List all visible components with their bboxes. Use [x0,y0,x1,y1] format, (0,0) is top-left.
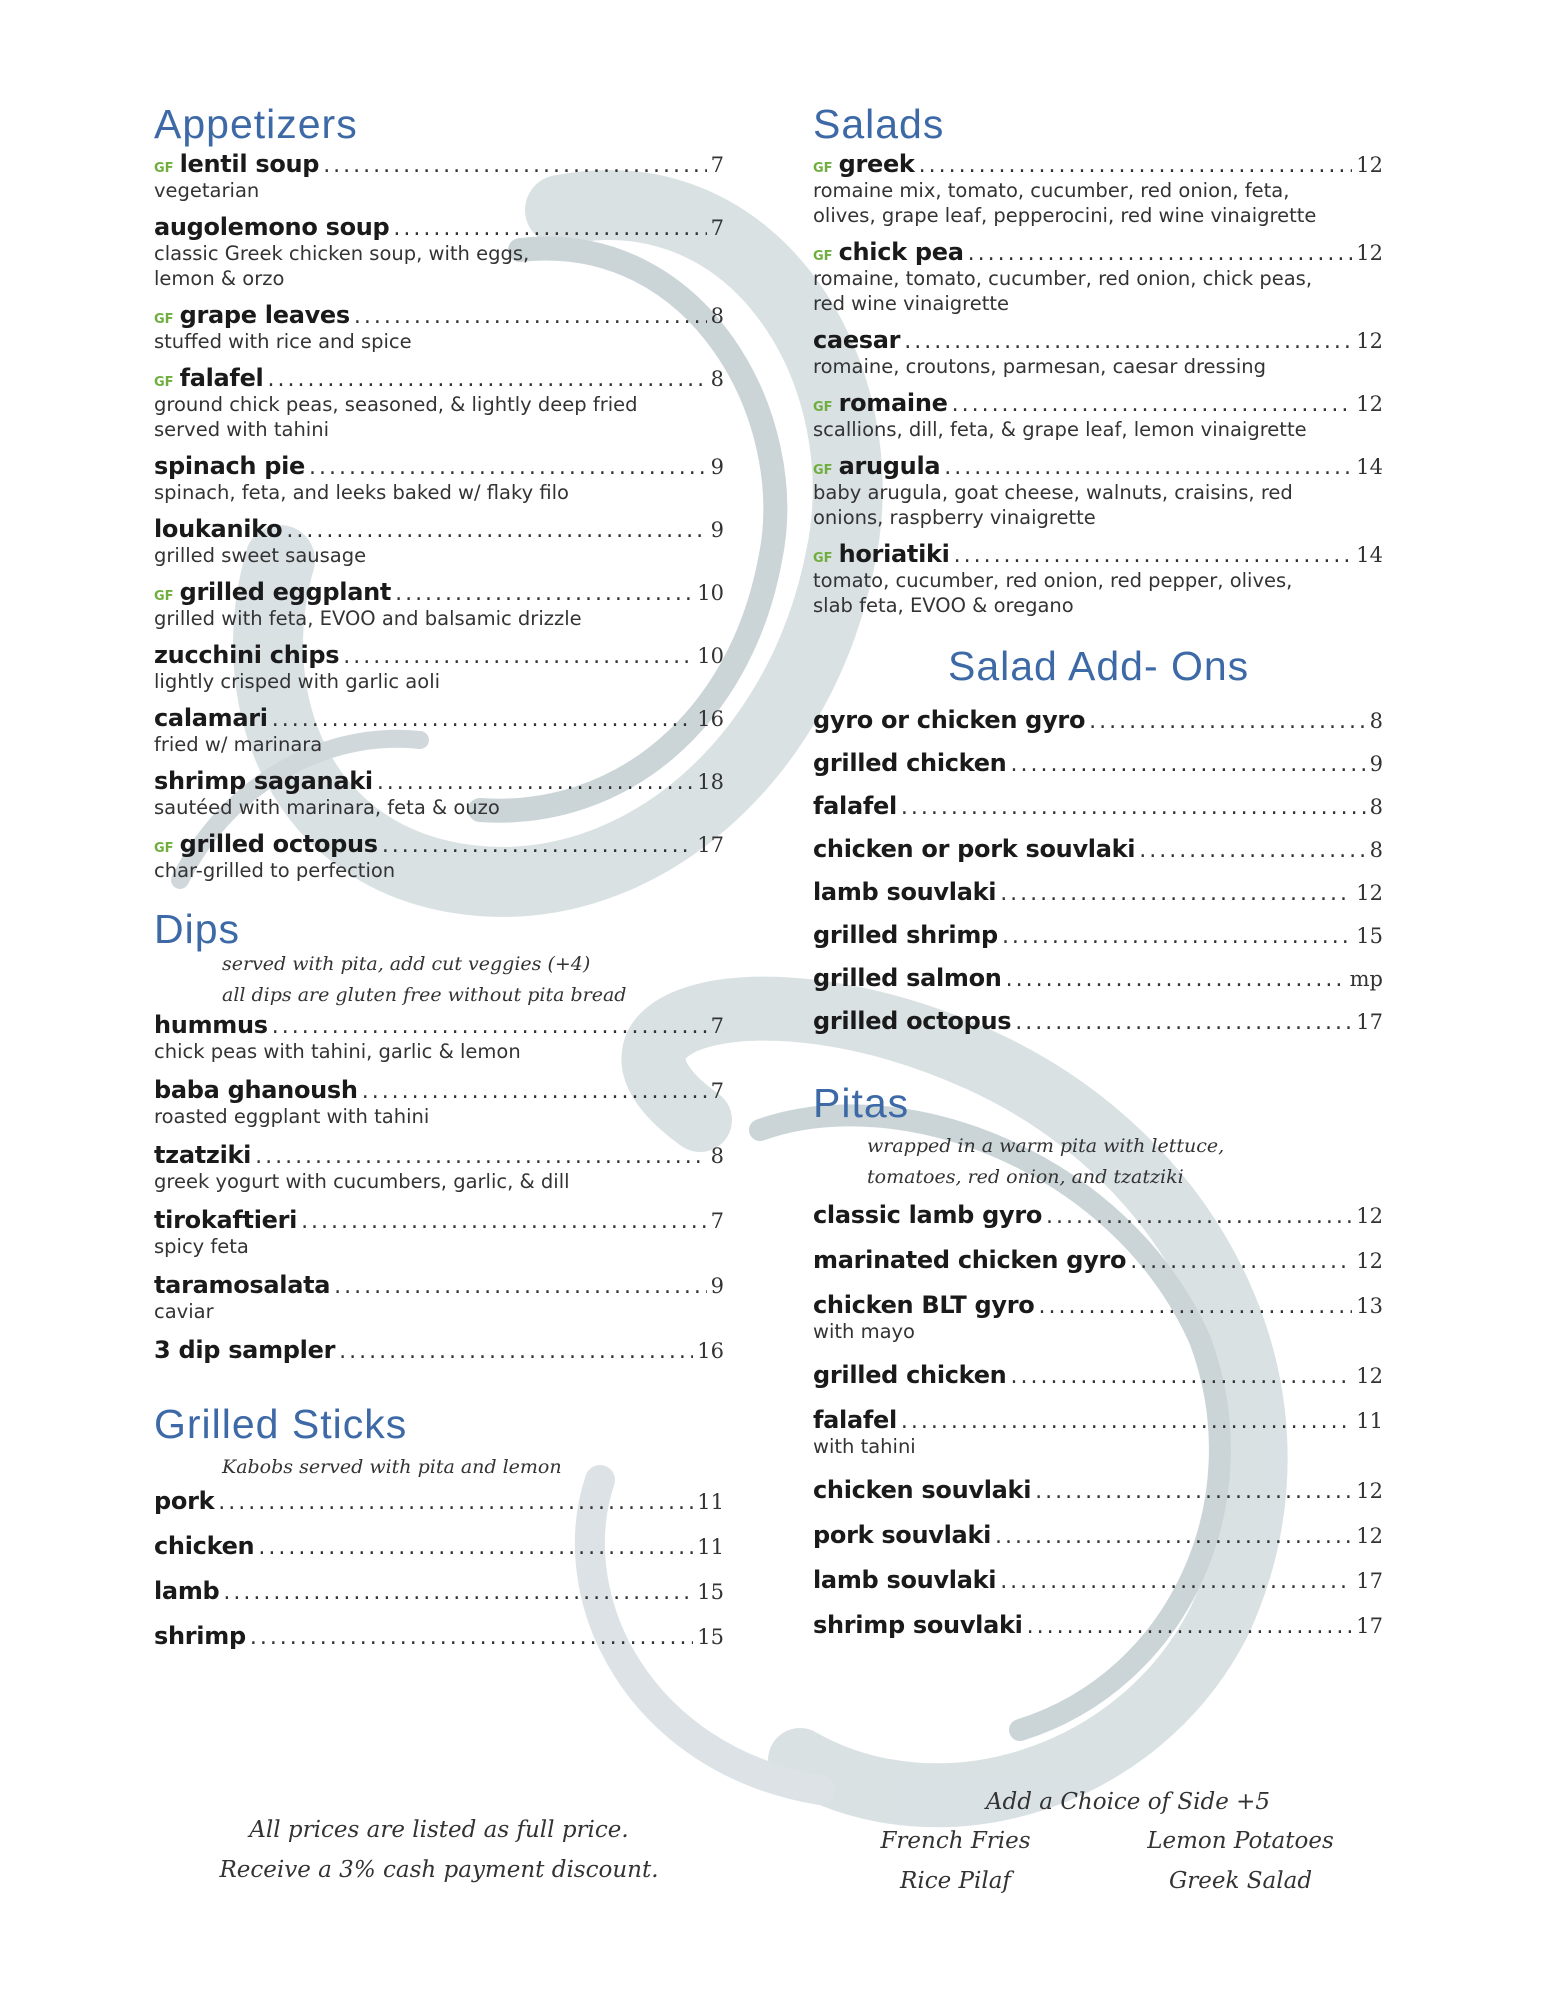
menu-item-description: scallions, dill, feta, & grape leaf, lemon vinaigrette [813,418,1307,441]
dot-leader [1015,1010,1352,1035]
menu-item-row [813,706,1383,734]
menu-item-row [154,1076,724,1104]
menu-item-name: grilled shrimp [813,921,998,949]
menu-item-name: 3 dip sampler [154,1336,336,1364]
menu-item-row [154,364,724,392]
dot-leader [223,1580,693,1605]
menu-item [154,1076,724,1129]
menu-item-name: loukaniko [154,515,283,543]
menu-item-name: arugula [838,452,941,480]
menu-item-row [813,452,1383,480]
menu-item [813,964,1383,992]
price-disclaimer [154,1810,724,1890]
menu-item [813,1361,1383,1389]
dips-subtitle [222,949,724,1011]
menu-item-price: 9 [1369,752,1383,776]
menu-item-price: 8 [1369,838,1383,862]
menu-item-name: chicken [154,1532,255,1560]
dot-leader [1002,924,1352,949]
pitas-subtitle [867,1131,1383,1193]
side-choices [813,1782,1383,1900]
menu-item [813,452,1383,530]
menu-item-price: 12 [1356,1249,1383,1273]
pitas-subtitle-line-1: wrapped in a warm pita with lettuce, [867,1135,1225,1157]
menu-item-row [154,1206,724,1234]
price-disclaimer-line-1: All prices are listed as full price. [249,1817,629,1843]
dips-title: Dips [154,906,241,952]
menu-item-name: chicken BLT gyro [813,1291,1035,1319]
menu-item-row [813,1201,1383,1229]
appetizers-title: Appetizers [154,101,358,147]
side-options-grid [813,1822,1383,1900]
dot-leader [1039,1294,1353,1319]
menu-item-price: 10 [697,581,724,605]
menu-item-row [813,964,1383,992]
menu-item-price: 11 [697,1490,724,1514]
menu-item-name: grilled chicken [813,1361,1007,1389]
menu-item [813,1007,1383,1035]
menu-item [154,1011,724,1064]
dips-list [154,1011,724,1364]
dot-leader [362,1079,707,1104]
menu-item-name: shrimp [154,1622,246,1650]
menu-item-row [813,1521,1383,1549]
dot-leader [267,367,706,392]
menu-item-description: chick peas with tahini, garlic & lemon [154,1040,521,1063]
menu-item-name: grape leaves [179,301,350,329]
dot-leader [954,543,1353,568]
menu-item-price: 17 [697,833,724,857]
dot-leader [1130,1249,1352,1274]
pitas-list [813,1201,1383,1639]
menu-item-row [813,238,1383,266]
menu-item-name: chick pea [838,238,964,266]
dot-leader [301,1209,707,1234]
menu-item-name: hummus [154,1011,268,1039]
dot-leader [377,770,693,795]
menu-item-description: grilled sweet sausage [154,544,367,567]
dot-leader [995,1524,1352,1549]
gluten-free-badge: GF [154,589,174,604]
menu-item-name: shrimp souvlaki [813,1611,1023,1639]
menu-item-price: 12 [1356,1479,1383,1503]
dot-leader [218,1490,693,1515]
gluten-free-badge: GF [813,249,833,264]
dot-leader [901,795,1366,820]
menu-item-name: greek [838,150,915,178]
menu-item-name: pork souvlaki [813,1521,992,1549]
menu-item-name: zucchini chips [154,641,340,669]
menu-item-name: augolemono soup [154,213,390,241]
menu-item [813,1291,1383,1344]
menu-item-name: shrimp saganaki [154,767,373,795]
menu-item-row [154,704,724,732]
menu-item [813,835,1383,863]
price-disclaimer-line-2: Receive a 3% cash payment discount. [219,1857,659,1883]
menu-item-name: taramosalata [154,1271,331,1299]
menu-item-row [813,835,1383,863]
menu-item-name: marinated chicken gyro [813,1246,1127,1274]
menu-item-price: 11 [697,1535,724,1559]
menu-item-row [154,1271,724,1299]
menu-item [813,921,1383,949]
dot-leader [272,1014,707,1039]
menu-item-name: calamari [154,704,268,732]
menu-item [154,452,724,505]
menu-item-name: classic lamb gyro [813,1201,1043,1229]
salads-list [813,150,1383,618]
menu-item-row [813,1291,1383,1319]
menu-item-row [154,301,724,329]
menu-item-description: char-grilled to perfection [154,859,396,882]
appetizers-section [154,98,724,883]
menu-item-row [154,830,724,858]
menu-item-row [154,578,724,606]
grilled-sticks-section [154,1398,724,1650]
menu-item-name: chicken or pork souvlaki [813,835,1136,863]
menu-item-price: 7 [710,153,724,177]
menu-item-row [813,878,1383,906]
menu-item [154,1206,724,1259]
menu-item [154,1271,724,1324]
menu-item-price: 17 [1356,1010,1383,1034]
menu-item-price: 15 [697,1625,724,1649]
menu-item [813,238,1383,316]
menu-item-price: 15 [1356,924,1383,948]
menu-item-description: baby arugula, goat cheese, walnuts, craisins, red onions, raspberry vinaigrette [813,481,1293,529]
menu-item-row [154,641,724,669]
grilled-sticks-subtitle: Kabobs served with pita and lemon [222,1456,562,1478]
menu-item-price: 8 [710,1144,724,1168]
menu-item [154,1336,724,1364]
menu-item-price: 12 [1356,1204,1383,1228]
menu-item [154,1622,724,1650]
gluten-free-badge: GF [813,161,833,176]
menu-item-name: spinach pie [154,452,306,480]
dot-leader [1000,1569,1352,1594]
menu-item-price: 12 [1356,881,1383,905]
menu-item-price: 8 [710,304,724,328]
dot-leader [1010,1364,1352,1389]
menu-item-price: 12 [1356,1364,1383,1388]
menu-item [154,364,724,442]
menu-item-description: spinach, feta, and leeks baked w/ flaky filo [154,481,569,504]
dot-leader [323,153,706,178]
pitas-title: Pitas [813,1080,910,1126]
menu-item-price: 7 [710,1209,724,1233]
gluten-free-badge: GF [154,161,174,176]
menu-item-row [813,792,1383,820]
menu-item [813,1566,1383,1594]
menu-item-row [813,540,1383,568]
side-option: French Fries [880,1828,1031,1854]
menu-item [154,150,724,203]
menu-item-description: caviar [154,1300,214,1323]
menu-item [813,150,1383,228]
menu-item-row [813,1406,1383,1434]
menu-item [154,1577,724,1605]
menu-item-row [813,326,1383,354]
dips-subtitle-line-2: all dips are gluten free without pita bread [222,984,627,1006]
gluten-free-badge: GF [154,841,174,856]
menu-item [813,878,1383,906]
menu-item-price: 12 [1356,329,1383,353]
dot-leader [904,329,1352,354]
menu-item-name: grilled octopus [179,830,378,858]
menu-item [813,389,1383,442]
dot-leader [255,1144,707,1169]
salad-addons-title: Salad Add- Ons [948,643,1250,689]
dot-leader [395,581,693,606]
side-choices-title: Add a Choice of Side +5 [985,1789,1271,1815]
menu-item-row [154,1487,724,1515]
salad-addons-list [813,706,1383,1035]
menu-item-name: horiatiki [838,540,950,568]
side-option: Rice Pilaf [900,1868,1011,1894]
dot-leader [952,392,1353,417]
menu-item [154,704,724,757]
left-column [154,98,724,1650]
menu-item-row [813,1476,1383,1504]
menu-item-description: classic Greek chicken soup, with eggs, lemon & orzo [154,242,530,290]
menu-item-name: grilled salmon [813,964,1002,992]
menu-item [154,1487,724,1515]
menu-item-price: 11 [1356,1409,1383,1433]
dot-leader [334,1274,706,1299]
dot-leader [343,644,693,669]
menu-item-price: 13 [1356,1294,1383,1318]
menu-item-price: mp [1349,967,1383,991]
menu-item-description: tomato, cucumber, red onion, red pepper, olives, slab feta, EVOO & oregano [813,569,1293,617]
dot-leader [339,1339,693,1364]
dot-leader [286,518,706,543]
menu-item-row [154,1622,724,1650]
menu-item-description: stuffed with rice and spice [154,330,412,353]
menu-item-price: 8 [1369,795,1383,819]
menu-item [154,1141,724,1194]
menu-item-price: 17 [1356,1569,1383,1593]
dot-leader [272,707,694,732]
dot-leader [1000,881,1352,906]
gluten-free-badge: GF [813,400,833,415]
dot-leader [1010,752,1365,777]
menu-item-row [813,1611,1383,1639]
menu-item-row [813,749,1383,777]
gluten-free-badge: GF [813,463,833,478]
menu-item-description: romaine, croutons, parmesan, caesar dressing [813,355,1267,378]
menu-item-name: tzatziki [154,1141,252,1169]
dot-leader [1139,838,1365,863]
dips-section [154,903,724,1364]
dot-leader [919,153,1353,178]
menu-item [813,326,1383,379]
menu-item-name: gyro or chicken gyro [813,706,1086,734]
menu-item [813,1246,1383,1274]
menu-item-price: 16 [697,1339,724,1363]
menu-item-row [154,1141,724,1169]
menu-item [154,213,724,291]
right-column [813,98,1383,1639]
menu-item-row [813,150,1383,178]
dot-leader [1035,1479,1352,1504]
menu-item-row [154,767,724,795]
menu-item [154,578,724,631]
menu-item-row [813,921,1383,949]
menu-item-row [154,452,724,480]
menu-item-price: 12 [1356,241,1383,265]
menu-item-row [154,1577,724,1605]
menu-item-description: romaine mix, tomato, cucumber, red onion, feta, olives, grape leaf, pepperocini, red wine vinaigrette [813,179,1317,227]
menu-item-row [813,389,1383,417]
grilled-sticks-list [154,1487,724,1650]
menu-item-name: falafel [179,364,264,392]
menu-item [813,706,1383,734]
side-option: Greek Salad [1168,1868,1313,1894]
menu-item-row [154,1532,724,1560]
menu-item-price: 8 [1369,709,1383,733]
dot-leader [354,304,707,329]
menu-item-name: lamb souvlaki [813,1566,997,1594]
gluten-free-badge: GF [154,312,174,327]
dot-leader [382,833,693,858]
menu-item-price: 9 [710,1274,724,1298]
menu-item-price: 15 [697,1580,724,1604]
salads-title: Salads [813,101,945,147]
menu-item-name: romaine [838,389,948,417]
menu-item-name: chicken souvlaki [813,1476,1032,1504]
menu-item-description: fried w/ marinara [154,733,323,756]
menu-item [154,301,724,354]
menu-item-row [154,515,724,543]
dot-leader [944,455,1352,480]
menu-item [813,792,1383,820]
menu-item-price: 16 [697,707,724,731]
menu-item [813,1201,1383,1229]
gluten-free-badge: GF [154,375,174,390]
dot-leader [1027,1614,1353,1639]
menu-item-name: grilled octopus [813,1007,1012,1035]
menu-item-price: 17 [1356,1614,1383,1638]
menu-item-row [813,1361,1383,1389]
dot-leader [1006,967,1346,992]
side-option: Lemon Potatoes [1147,1828,1334,1854]
appetizers-list [154,150,724,883]
menu-item-price: 18 [697,770,724,794]
dot-leader [309,455,707,480]
menu-item-price: 10 [697,644,724,668]
menu-item-row [154,150,724,178]
menu-item-price: 14 [1356,543,1383,567]
menu-item-description: grilled with feta, EVOO and balsamic drizzle [154,607,582,630]
menu-item [154,767,724,820]
menu-item-name: falafel [813,1406,897,1434]
dips-subtitle-line-1: served with pita, add cut veggies (+4) [222,953,591,975]
menu-item-name: falafel [813,792,897,820]
menu-item-row [813,1007,1383,1035]
menu-item-price: 9 [710,518,724,542]
menu-item-name: lamb [154,1577,220,1605]
menu-item-name: lentil soup [179,150,320,178]
menu-item [154,1532,724,1560]
pitas-section [813,1077,1383,1639]
menu-item-row [813,1246,1383,1274]
menu-item-name: grilled eggplant [179,578,392,606]
menu-item-name: lamb souvlaki [813,878,997,906]
dot-leader [258,1535,693,1560]
dot-leader [1046,1204,1352,1229]
menu-item-description: roasted eggplant with tahini [154,1105,430,1128]
menu-item-price: 7 [710,1079,724,1103]
menu-item [813,1521,1383,1549]
menu-item-name: caesar [813,326,901,354]
dot-leader [968,241,1353,266]
dot-leader [250,1625,693,1650]
menu-item-description: lightly crisped with garlic aoli [154,670,441,693]
menu-item-price: 8 [710,367,724,391]
menu-item-description: greek yogurt with cucumbers, garlic, & dill [154,1170,570,1193]
grilled-sticks-title: Grilled Sticks [154,1401,408,1447]
menu-item [813,1611,1383,1639]
menu-item-name: tirokaftieri [154,1206,298,1234]
dot-leader [393,216,706,241]
menu-item [813,1476,1383,1504]
menu-item-row [154,1011,724,1039]
menu-item-price: 12 [1356,1524,1383,1548]
menu-item [813,749,1383,777]
menu-item-description: sautéed with marinara, feta & ouzo [154,796,500,819]
menu-item [154,830,724,883]
menu-item-description: with mayo [813,1320,915,1343]
menu-item-description: romaine, tomato, cucumber, red onion, chick peas, red wine vinaigrette [813,267,1313,315]
menu-item [154,641,724,694]
gluten-free-badge: GF [813,551,833,566]
menu-item [813,1406,1383,1459]
pitas-subtitle-line-2: tomatoes, red onion, and tzatziki [867,1166,1184,1188]
salad-addons-section [813,640,1383,1035]
menu-item-description: ground chick peas, seasoned, & lightly deep fried served with tahini [154,393,638,441]
menu-item-name: grilled chicken [813,749,1007,777]
menu-item [813,540,1383,618]
menu-item-row [154,213,724,241]
menu-item-description: spicy feta [154,1235,249,1258]
menu-item-price: 14 [1356,455,1383,479]
menu-item [154,515,724,568]
menu-item-price: 9 [710,455,724,479]
menu-item-description: with tahini [813,1435,916,1458]
menu-item-description: vegetarian [154,179,260,202]
dot-leader [901,1409,1352,1434]
menu-item-row [154,1336,724,1364]
salads-section [813,98,1383,618]
menu-item-name: pork [154,1487,215,1515]
menu-item-name: baba ghanoush [154,1076,358,1104]
menu-item-row [813,1566,1383,1594]
menu-item-price: 12 [1356,153,1383,177]
menu-item-price: 7 [710,1014,724,1038]
dot-leader [1089,709,1365,734]
menu-item-price: 7 [710,216,724,240]
menu-item-price: 12 [1356,392,1383,416]
